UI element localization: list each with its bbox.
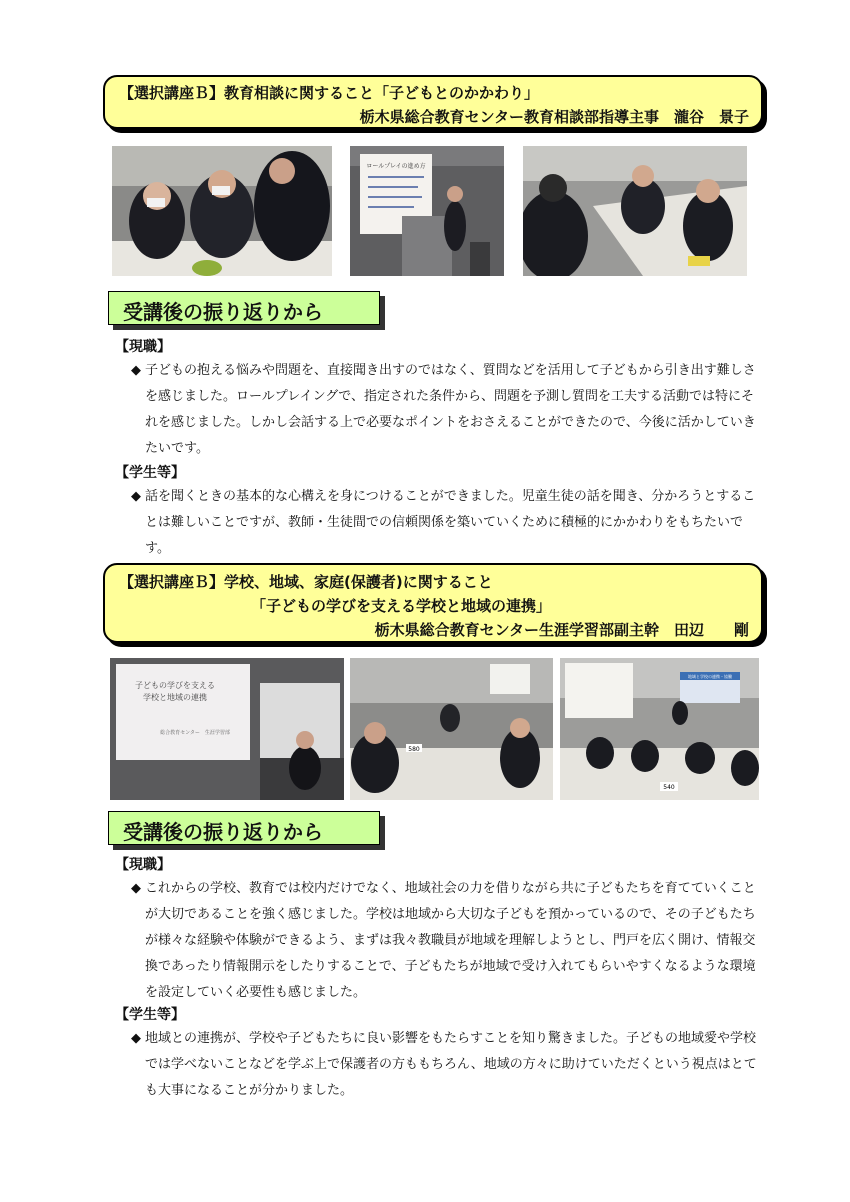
section2-current-comment [131, 876, 761, 1006]
slide-title-line2: 学校と地域の連携 [143, 693, 207, 702]
section1-current-label: 【現職】 [115, 339, 171, 355]
section1-reflection-banner: 受講後の振り返りから [108, 291, 380, 325]
section2-reflection-banner: 受講後の振り返りから [108, 811, 380, 845]
bullet-diamond: ◆ [131, 363, 141, 378]
section2-current-text: これからの学校、教育では校内だけでなく、地域社会の力を借りながら共に子どもたちを育てていくことが大切であることを強く感じました。学校は地域から大切な子どもを預かっているので、その子どもたちが様々な経験や体験ができるよう、まずは我々教職員が地域を理解しようとし、門戸を広く開け、情報交換であったり情報開示をしたりすることで、子どもたちが地域で受け入れてもらいやすくなるような環境を設定していく必要性も感じました。 [145, 881, 756, 1000]
section2-photo-audience [350, 658, 553, 800]
bullet-diamond: ◆ [131, 489, 141, 504]
section2-header-subtitle: 「子どもの学びを支える学校と地域の連携」 [251, 597, 552, 615]
section2-student-comment [131, 1026, 761, 1104]
section1-current-comment [131, 358, 761, 462]
section1-student-label: 【学生等】 [115, 465, 185, 481]
slide-title-line1: 子どもの学びを支える [135, 681, 215, 690]
section2-header-title: 【選択講座Ｂ】学校、地域、家庭(保護者)に関すること [119, 573, 493, 591]
section1-header-lecturer: 栃木県総合教育センター教育相談部指導主事 瀧谷 景子 [359, 108, 749, 126]
section2-student-text: 地域との連携が、学校や子どもたちに良い影響をもたらすことを知り驚きました。子どもの地域愛や学校では学べないことなどを学ぶ上で保護者の方ももちろん、地域の方々に助けていただくという視点はとても大事になることが分かりました。 [145, 1031, 757, 1098]
section1-header-box [103, 75, 763, 129]
section1-photo-lecture [350, 146, 504, 276]
section1-header-title: 【選択講座Ｂ】教育相談に関すること「子どもとのかかわり」 [119, 84, 540, 102]
section2-student-label: 【学生等】 [115, 1007, 185, 1023]
poster-caption: 地域と学校の連携・協働 [688, 674, 732, 679]
section2-current-label: 【現職】 [115, 857, 171, 873]
desk-number-tag: 540 [663, 784, 675, 791]
section1-current-text: 子どもの抱える悩みや問題を、直接聞き出すのではなく、質問などを活用して子どもから引き出す難しさを感じました。ロールプレイングで、指定された条件から、問題を予測し質問を工夫する活動では特にそれを感じました。しかし会話する上で必要なポイントをおさえることができたので、今後に活かしていきたいです。 [145, 363, 756, 456]
slide-footer: 総合教育センター 生涯学習部 [160, 730, 230, 736]
section1-student-comment [131, 484, 761, 562]
section2-photo-slide [110, 658, 344, 800]
bullet-diamond: ◆ [131, 1031, 141, 1046]
section1-photo-roleplay [112, 146, 332, 276]
section2-photo-classroom [560, 658, 759, 800]
section2-header-box [103, 563, 763, 643]
slide-heading-text: ロールプレイの進め方 [366, 163, 426, 170]
section1-student-text: 話を聞くときの基本的な心構えを身につけることができました。児童生徒の話を聞き、分かろうとすることは難しいことですが、教師・生徒間での信頼関係を築いていくために積極的にかかわりをもちたいです。 [145, 489, 756, 556]
section2-header-lecturer: 栃木県総合教育センター生涯学習部副主幹 田辺 剛 [374, 621, 749, 639]
section1-photo-group [523, 146, 747, 276]
desk-number-tag: 580 [408, 746, 420, 753]
bullet-diamond: ◆ [131, 881, 141, 896]
